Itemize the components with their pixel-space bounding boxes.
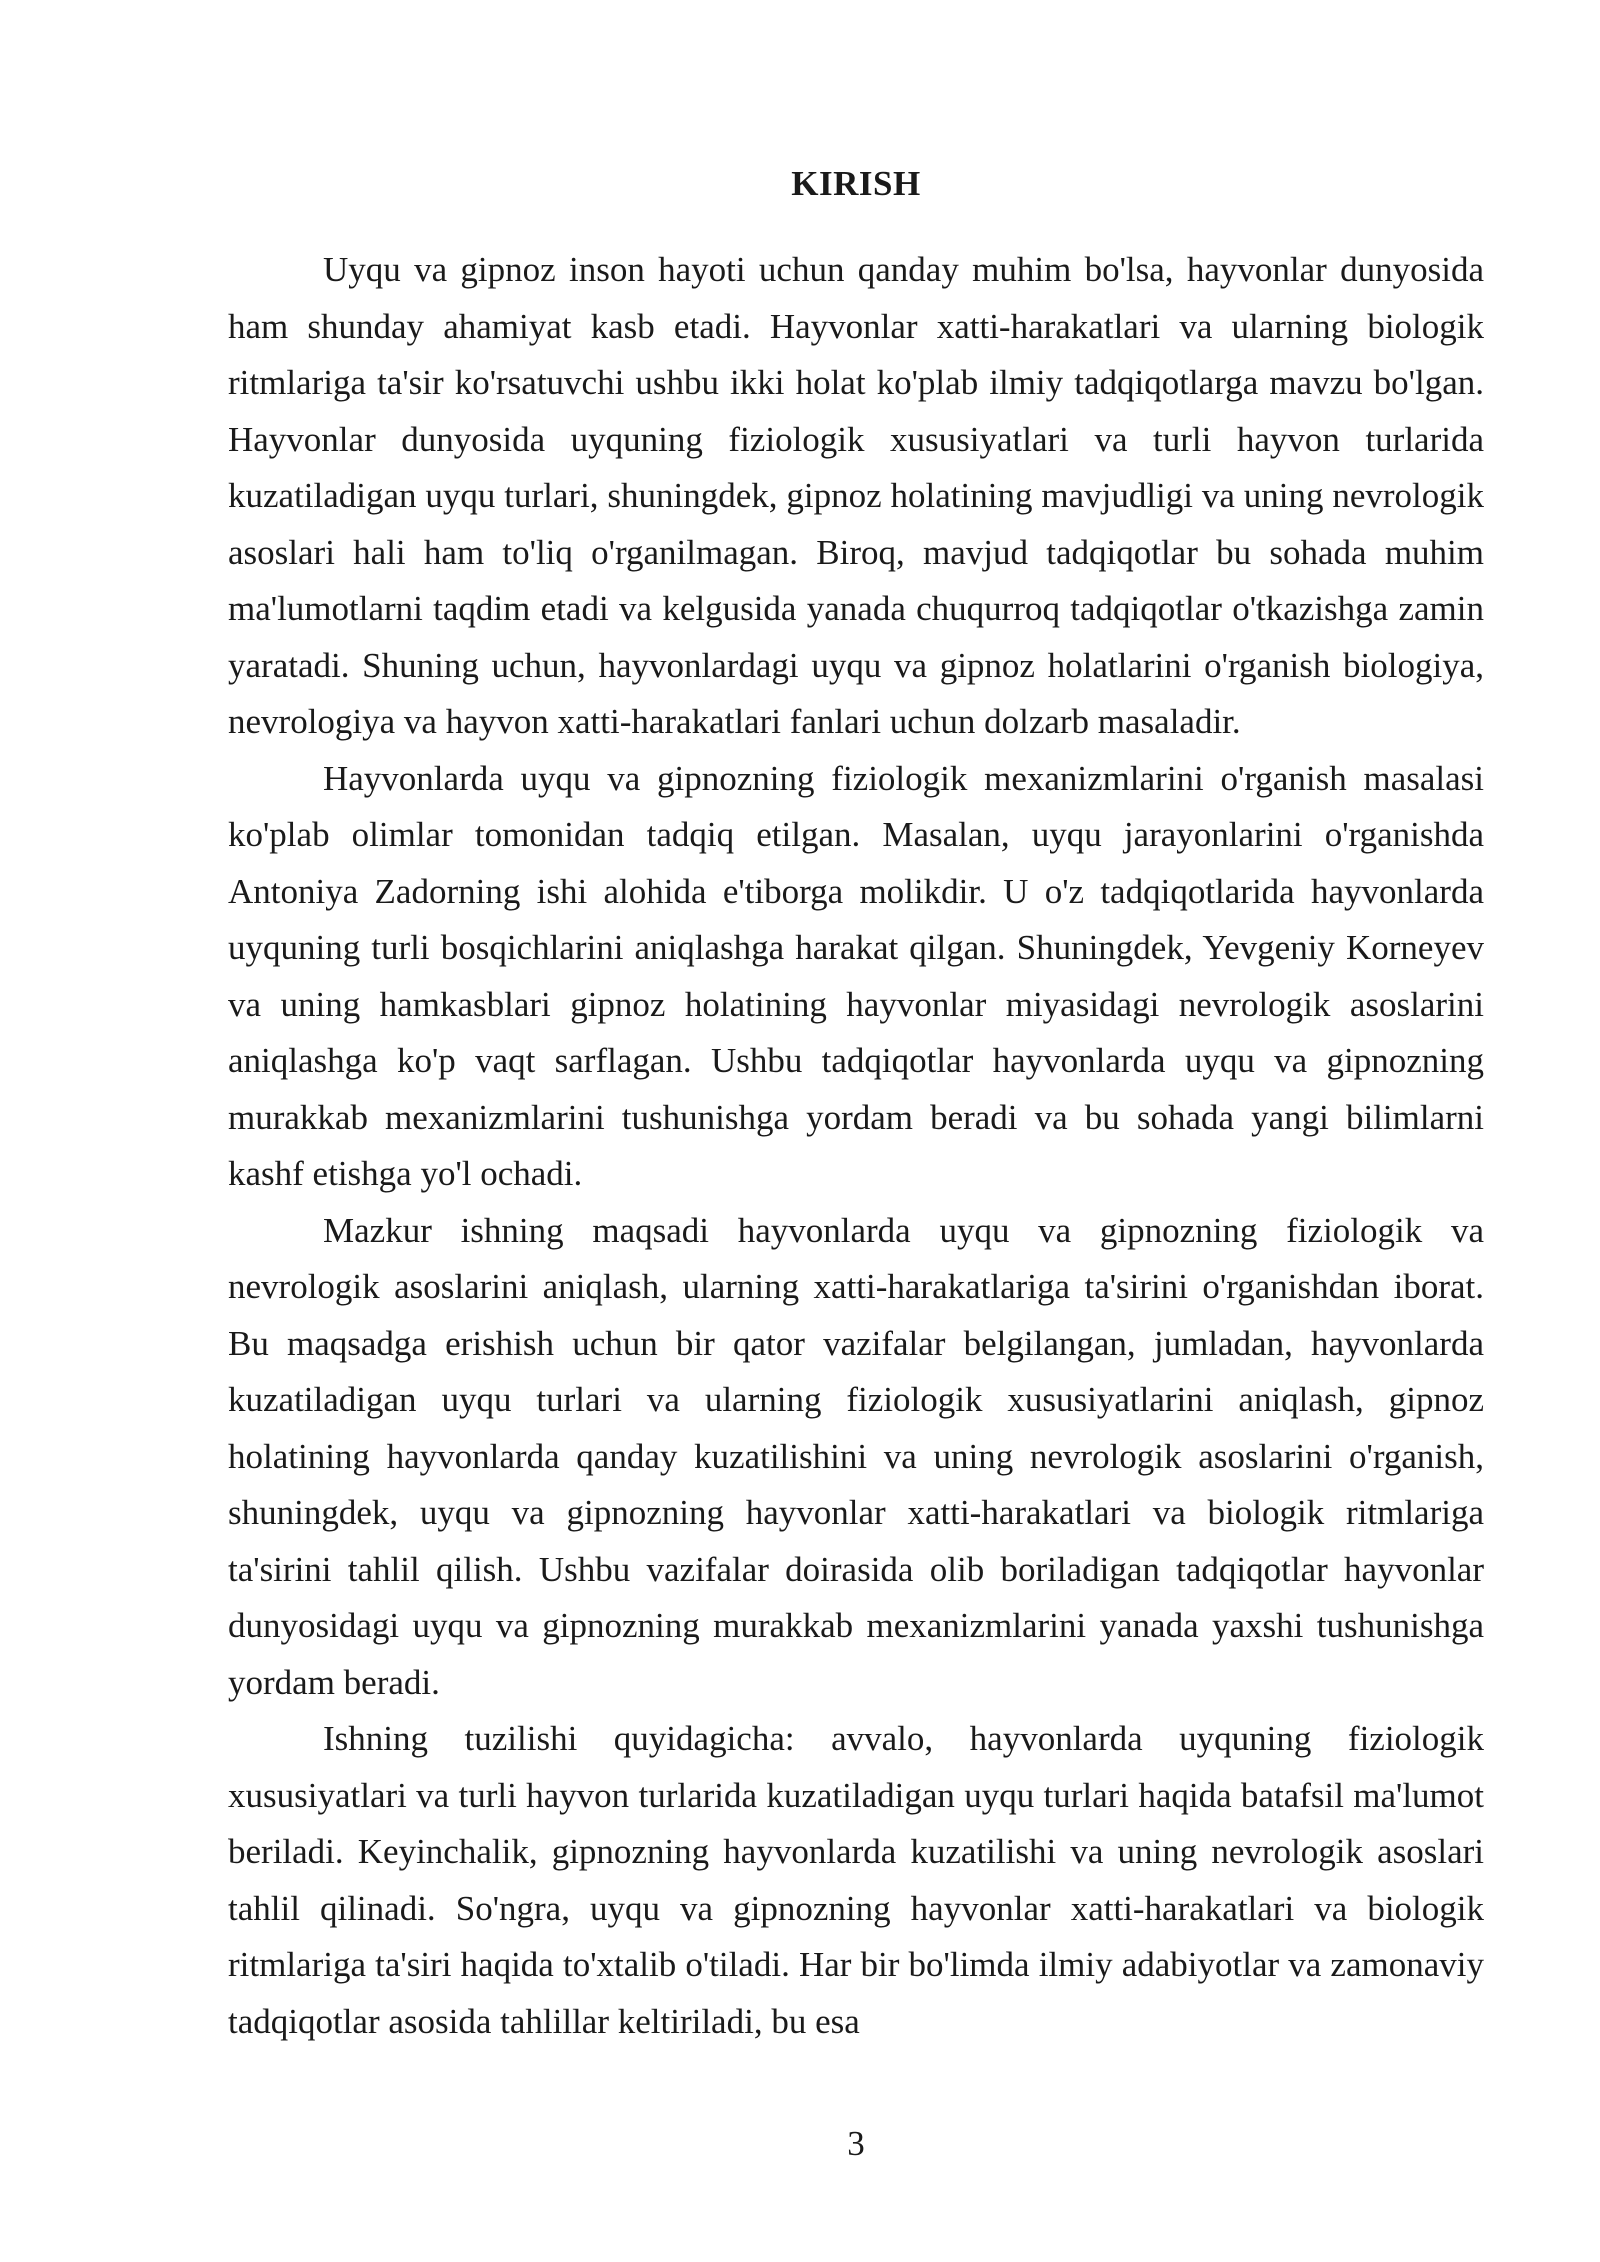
document-body — [228, 242, 1484, 2050]
page-number: 3 — [847, 2124, 865, 2163]
paragraph-3: Mazkur ishning maqsadi hayvonlarda uyqu va gipnozning fiziologik va nevrologik asoslarini aniqlash, ularning xatti-harakatlariga ta'sirini o'rganishdan iborat. Bu maqsadga erishish uchun bir qator vazifalar belgilangan, jumladan, hayvonlarda kuzatiladigan uyqu turlari va ularning fiziologik xususiyatlarini aniqlash, gipnoz holatining hayvonlarda qanday kuzatilishini va uning nevrologik asoslarini o'rganish, shuningdek, uyqu va gipnozning hayvonlar xatti-harakatlari va biologik ritmlariga ta'sirini tahlil qilish. Ushbu vazifalar doirasida olib boriladigan tadqiqotlar hayvonlar dunyosidagi uyqu va gipnozning murakkab mexanizmlarini yanada yaxshi tushunishga yordam beradi. — [228, 1210, 1484, 1702]
page-title: KIRISH — [791, 164, 921, 203]
paragraph-1: Uyqu va gipnoz inson hayoti uchun qanday muhim bo'lsa, hayvonlar dunyosida ham shunday ahamiyat kasb etadi. Hayvonlar xatti-harakatlari va ularning biologik ritmlariga ta'sir ko'rsatuvchi ushbu ikki holat ko'plab ilmiy tadqiqotlarga mavzu bo'lgan. Hayvonlar dunyosida uyquning fiziologik xususiyatlari va turli hayvon turlarida kuzatiladigan uyqu turlari, shuningdek, gipnoz holatining mavjudligi va uning nevrologik asoslari hali ham to'liq o'rganilmagan. Biroq, mavjud tadqiqotlar bu sohada muhim ma'lumotlarni taqdim etadi va kelgusida yanada chuqurroq tadqiqotlar o'tkazishga zamin yaratadi. Shuning uchun, hayvonlardagi uyqu va gipnoz holatlarini o'rganish biologiya, nevrologiya va hayvon xatti-harakatlari fanlari uchun dolzarb masaladir. — [228, 250, 1484, 741]
paragraph-4: Ishning tuzilishi quyidagicha: avvalo, hayvonlarda uyquning fiziologik xususiyatlari va turli hayvon turlarida kuzatiladigan uyqu turlari haqida batafsil ma'lumot beriladi. Keyinchalik, gipnozning hayvonlarda kuzatilishi va uning nevrologik asoslari tahlil qilinadi. So'ngra, uyqu va gipnozning hayvonlar xatti-harakatlari va biologik ritmlariga ta'siri haqida to'xtalib o'tiladi. Har bir bo'limda ilmiy adabiyotlar va zamonaviy tadqiqotlar asosida tahlillar keltiriladi, bu esa — [228, 1719, 1484, 2041]
paragraph-2: Hayvonlarda uyqu va gipnozning fiziologik mexanizmlarini o'rganish masalasi ko'plab olimlar tomonidan tadqiq etilgan. Masalan, uyqu jarayonlarini o'rganishda Antoniya Zadorning ishi alohida e'tiborga molikdir. U o'z tadqiqotlarida hayvonlarda uyquning turli bosqichlarini aniqlashga harakat qilgan. Shuningdek, Yevgeniy Korneyev va uning hamkasblari gipnoz holatining hayvonlar miyasidagi nevrologik asoslarini aniqlashga ko'p vaqt sarflagan. Ushbu tadqiqotlar hayvonlarda uyqu va gipnozning murakkab mexanizmlarini tushunishga yordam beradi va bu sohada yangi bilimlarni kashf etishga yo'l ochadi. — [228, 758, 1484, 1193]
